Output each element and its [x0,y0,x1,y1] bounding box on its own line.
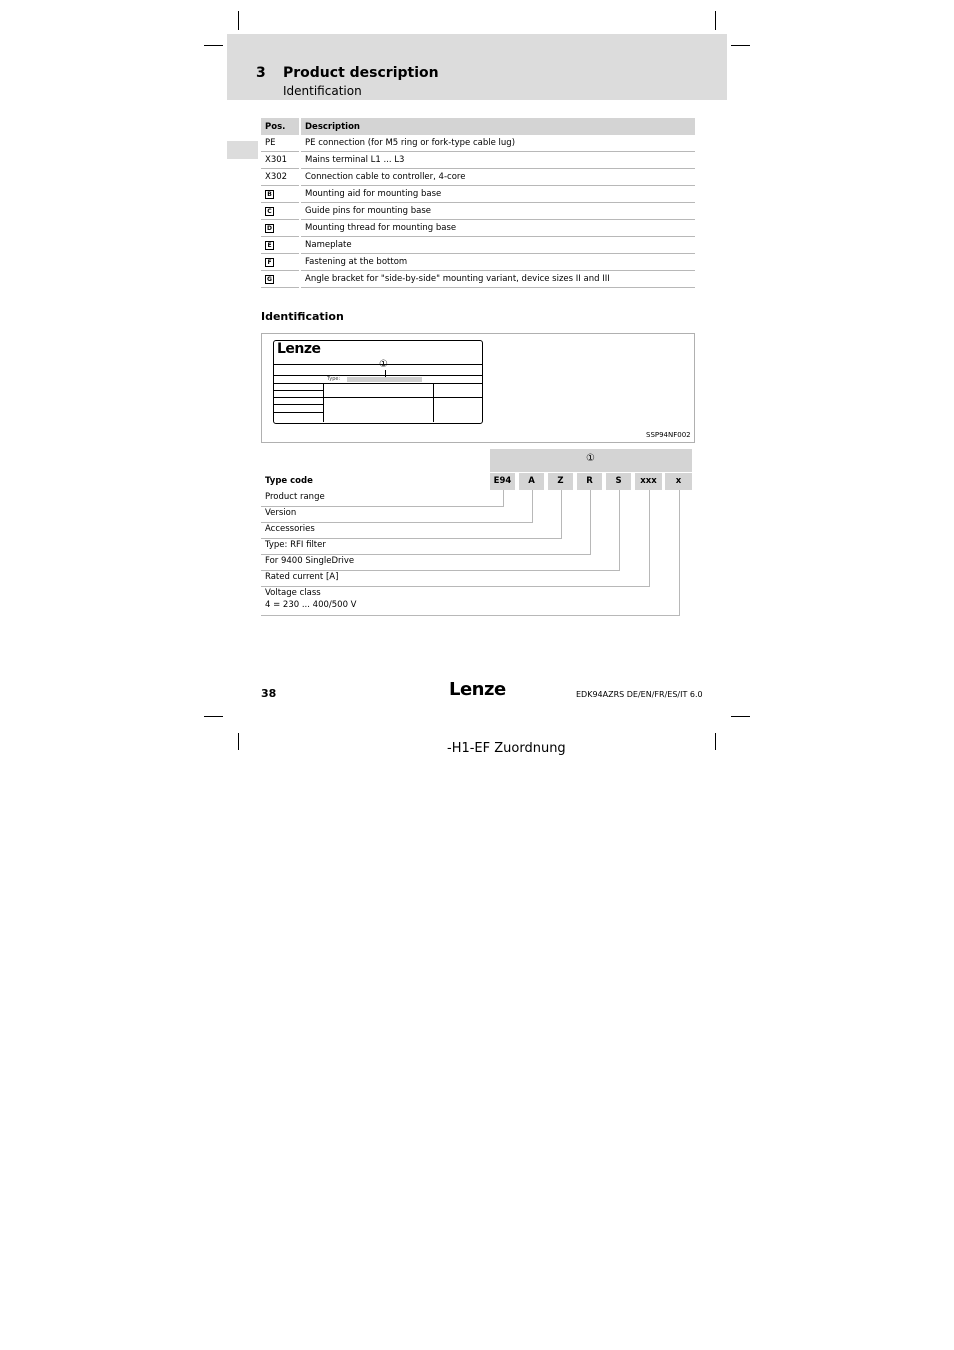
nameplate-divider [433,383,434,422]
figure-code: SSP94NF002 [646,431,691,439]
crop-mark [238,733,239,750]
type-code-leader [619,490,620,570]
nameplate-type-field [347,377,422,382]
position-cell [261,271,300,288]
type-code-explanation: Product range [265,492,325,502]
type-code-leader [532,490,533,522]
type-code-segment: Z [548,473,573,490]
type-code-leader [590,490,591,554]
identification-heading: Identification [261,310,344,323]
type-code-leader [561,490,562,538]
position-cell: X301 [261,152,300,169]
document-id: EDK94AZRS DE/EN/FR/ES/IT 6.0 [576,690,703,699]
nameplate-divider [274,364,482,365]
type-code-leader [261,522,533,523]
nameplate-logo: Lenze [277,341,321,357]
crop-mark [731,716,750,717]
position-cell: X302 [261,169,300,186]
table-row [261,135,695,152]
type-code-segment: x [665,473,692,490]
type-code-explanation: For 9400 SingleDrive [265,556,355,566]
type-code-explanation: Version [265,508,297,518]
type-code-segment: S [606,473,631,490]
position-cell [261,203,300,220]
chapter-number: 3 [256,65,266,81]
crop-mark [204,716,223,717]
column-header-description: Description [300,118,695,135]
type-code-leader [261,615,680,616]
position-cell [261,237,300,254]
table-header-row [261,118,695,135]
type-code-segment: E94 [490,473,515,490]
position-cell: PE [261,135,300,152]
voltage-class-detail: 4 = 230 ... 400/500 V [265,600,357,610]
type-code-explanation: Type: RFI filter [265,540,326,550]
position-cell [261,186,300,203]
description-cell: PE connection (for M5 ring or fork-type cable lug) [300,135,695,152]
position-label: E [265,241,274,250]
description-cell: Connection cable to controller, 4-core [300,169,695,186]
table-row [261,169,695,186]
table-row [261,237,695,254]
nameplate-divider [274,390,324,391]
crop-mark [204,45,223,46]
nameplate-divider [274,375,482,376]
nameplate-divider [274,404,324,405]
position-label: G [265,275,274,284]
nameplate-type-label: Type: [327,376,341,382]
type-code-marker: ① [586,453,595,464]
page-number: 38 [261,687,277,700]
type-code-leader [679,490,680,615]
type-code-leader [649,490,650,586]
description-cell: Mains terminal L1 ... L3 [300,152,695,169]
crop-mark [238,11,239,30]
position-label: D [265,224,274,233]
type-code-explanation: Voltage class [265,588,321,598]
type-code-leader [503,490,504,506]
nameplate-divider [323,383,324,422]
nameplate-divider [274,383,482,384]
crop-mark [731,45,750,46]
type-code-segment: R [577,473,602,490]
type-code-leader [261,570,620,571]
table-row [261,271,695,288]
type-code-leader [261,506,504,507]
page-caption: -H1-EF Zuordnung [447,741,566,756]
table-row [261,186,695,203]
language-tab-marker [227,141,258,159]
position-label: B [265,190,274,199]
crop-mark [715,11,716,30]
description-cell: Mounting thread for mounting base [300,220,695,237]
table-row [261,254,695,271]
type-code-segment: xxx [635,473,662,490]
positions-table [261,118,695,288]
description-cell: Fastening at the bottom [300,254,695,271]
description-cell: Nameplate [300,237,695,254]
position-cell [261,254,300,271]
description-cell: Angle bracket for "side-by-side" mounting variant, device sizes II and III [300,271,695,288]
table-row [261,220,695,237]
section-title: Identification [283,84,362,98]
footer-logo: Lenze [449,679,506,700]
chapter-title: Product description [283,65,439,81]
position-label: F [265,258,274,267]
type-code-explanation: Rated current [A] [265,572,339,582]
nameplate-marker: ① [379,359,388,370]
column-header-pos: Pos. [261,118,300,135]
nameplate-divider [274,412,324,413]
type-code-label: Type code [265,476,313,486]
description-cell: Guide pins for mounting base [300,203,695,220]
table-row [261,152,695,169]
type-code-explanation: Accessories [265,524,315,534]
crop-mark [715,733,716,750]
position-label: C [265,207,274,216]
type-code-leader [261,586,650,587]
type-code-leader [261,538,562,539]
type-code-leader [261,554,591,555]
nameplate-divider [274,397,482,398]
description-cell: Mounting aid for mounting base [300,186,695,203]
table-row [261,203,695,220]
type-code-segment: A [519,473,544,490]
position-cell [261,220,300,237]
